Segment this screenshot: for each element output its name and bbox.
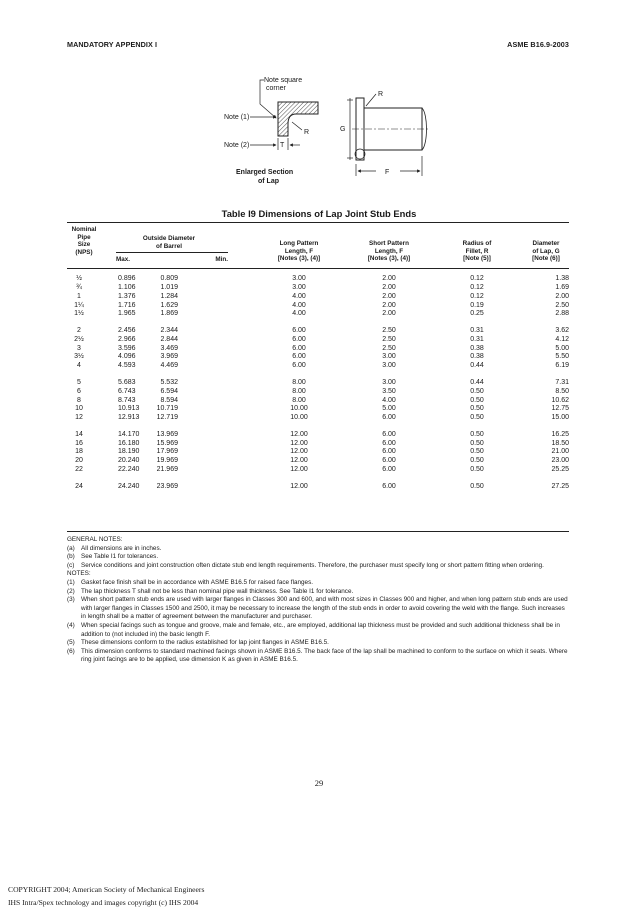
- cell-min: 23.969: [156, 482, 178, 490]
- header-nps: [64, 226, 104, 256]
- cell-nps: 10: [75, 405, 83, 413]
- cell-radius: 0.19: [470, 301, 484, 309]
- cell-long: 12.00: [290, 448, 308, 456]
- cell-diameter: 12.75: [551, 405, 569, 413]
- note-item: [67, 562, 569, 571]
- cell-max: 4.593: [118, 362, 136, 370]
- header-short-line2: Length, F: [374, 247, 404, 255]
- cell-nps: 1½: [74, 310, 84, 318]
- notes-section: [67, 536, 569, 665]
- cell-min: 3.469: [160, 344, 178, 352]
- cell-max: 2.456: [118, 326, 136, 334]
- cell-min: 8.594: [160, 396, 178, 404]
- header-diameter-line2: of Lap, G: [532, 247, 560, 255]
- cell-nps: 2: [77, 326, 81, 334]
- general-notes-heading: GENERAL NOTES:: [67, 536, 123, 543]
- cell-diameter: 4.12: [555, 335, 569, 343]
- cell-max: 3.596: [118, 344, 136, 352]
- cell-min: 1.869: [160, 310, 178, 318]
- note-text: The lap thickness T shall not be less than nominal pipe wall thickness. See Table I1 for tolerance.: [81, 587, 354, 595]
- cell-short: 2.00: [382, 275, 396, 282]
- table-row: [0, 466, 638, 475]
- cell-diameter: 3.62: [555, 326, 569, 334]
- cell-long: 12.00: [290, 466, 308, 474]
- figure-caption-2: of Lap: [258, 178, 279, 185]
- cell-short: 6.00: [382, 414, 396, 422]
- header-nps-line1: Nominal: [71, 226, 97, 233]
- cell-max: 1.965: [118, 310, 136, 318]
- cell-min: 10.719: [156, 405, 178, 413]
- header-min: Min.: [215, 256, 228, 263]
- cell-min: 15.969: [156, 439, 178, 447]
- cell-nps: 16: [75, 439, 83, 447]
- table-row: [0, 483, 638, 492]
- cell-nps: 6: [77, 387, 81, 395]
- cell-radius: 0.38: [470, 344, 484, 352]
- notes-list: [67, 579, 569, 665]
- radius-leader: [366, 94, 376, 106]
- table-row: [0, 353, 638, 362]
- table-row: [0, 397, 638, 406]
- note-item: [67, 588, 569, 597]
- note-number: (1): [67, 578, 75, 586]
- cell-diameter: 18.50: [551, 439, 569, 447]
- cell-short: 6.00: [382, 439, 396, 447]
- table-bottom-rule: [67, 531, 569, 532]
- cell-short: 2.50: [382, 326, 396, 334]
- cell-radius: 0.50: [470, 430, 484, 438]
- cell-long: 8.00: [292, 396, 306, 404]
- note-text: These dimensions conform to the radius established for lap joint flanges in ASME B16.5.: [81, 639, 329, 647]
- cell-short: 3.50: [382, 387, 396, 395]
- header-radius-line1: Radius of: [462, 240, 492, 247]
- cell-diameter: 25.25: [551, 466, 569, 474]
- table-row: [0, 379, 638, 388]
- copyright-line-2: IHS Intra/Spex technology and images copyright (c) IHS 2004: [8, 898, 199, 907]
- cell-max: 14.170: [118, 430, 140, 438]
- cell-max: 2.966: [118, 335, 136, 343]
- cell-long: 6.00: [292, 344, 306, 352]
- header-bottom-rule: [67, 268, 569, 269]
- note-text: Gasket face finish shall be in accordance with ASME B16.5 for raised face flanges.: [81, 578, 314, 586]
- cell-min: 1.629: [160, 301, 178, 309]
- cell-long: 4.00: [292, 301, 306, 309]
- cell-diameter: 27.25: [551, 482, 569, 490]
- cell-nps: 1: [77, 292, 81, 300]
- cell-short: 2.00: [382, 310, 396, 318]
- diameter-g-label: G: [340, 126, 346, 133]
- cell-nps: 24: [75, 482, 83, 490]
- cell-short: 6.00: [382, 448, 396, 456]
- cell-min: 17.969: [156, 448, 178, 456]
- cell-max: 24.240: [118, 482, 140, 490]
- cell-diameter: 2.88: [555, 310, 569, 318]
- note-text: When special facings such as tongue and groove, male and female, etc., are employed, additional lap thickness must be provided and such additional thickness shall be in addition to (not included in) the basic length F.: [81, 621, 560, 638]
- cell-long: 10.00: [290, 414, 308, 422]
- table-row: [0, 405, 638, 414]
- cell-diameter: 5.50: [555, 353, 569, 361]
- cell-min: 12.719: [156, 414, 178, 422]
- cell-short: 5.00: [382, 405, 396, 413]
- cell-radius: 0.50: [470, 439, 484, 447]
- cell-max: 20.240: [118, 457, 140, 465]
- table-row: [0, 414, 638, 423]
- cell-min: 3.969: [160, 353, 178, 361]
- cell-max: 16.180: [118, 439, 140, 447]
- cell-min: 0.809: [160, 275, 178, 282]
- cell-short: 3.00: [382, 362, 396, 370]
- cell-diameter: 15.00: [551, 414, 569, 422]
- figure-caption-1: Enlarged Section: [236, 169, 294, 176]
- table-row: [0, 275, 638, 284]
- cell-nps: 3: [77, 344, 81, 352]
- cell-diameter: 1.69: [555, 283, 569, 291]
- cell-radius: 0.50: [470, 387, 484, 395]
- cell-diameter: 21.00: [551, 448, 569, 456]
- cell-long: 6.00: [292, 335, 306, 343]
- cell-radius: 0.50: [470, 466, 484, 474]
- cell-max: 22.240: [118, 466, 140, 474]
- table-row: [0, 362, 638, 371]
- running-header-right: ASME B16.9-2003: [507, 40, 569, 49]
- header-radius: [447, 240, 507, 263]
- header-outside-diameter: [114, 235, 224, 250]
- cell-max: 1.106: [118, 283, 136, 291]
- header-diameter: [520, 240, 572, 263]
- notes-heading: NOTES:: [67, 570, 91, 578]
- cell-short: 4.00: [382, 396, 396, 404]
- note-text: Service conditions and joint construction often dictate stub end length requirements. Therefore, the purchaser must specify long or short pattern fitting when ordering.: [81, 561, 544, 569]
- cell-radius: 0.12: [470, 283, 484, 291]
- note-item: [67, 596, 569, 622]
- cell-nps: 1¼: [74, 301, 84, 309]
- cell-min: 4.469: [160, 362, 178, 370]
- cell-long: 12.00: [290, 439, 308, 447]
- header-long-line3: [Notes (3), (4)]: [277, 255, 321, 263]
- header-long-line2: Length, F: [284, 247, 314, 255]
- header-nps-line4: (NPS): [75, 248, 93, 256]
- cell-diameter: 23.00: [551, 457, 569, 465]
- lap-section-shape: [278, 102, 318, 136]
- note-item: [67, 545, 569, 554]
- thickness-t-label: T: [280, 142, 285, 149]
- cell-radius: 0.31: [470, 335, 484, 343]
- header-nps-line2: Pipe: [77, 233, 91, 241]
- cell-min: 1.284: [160, 292, 178, 300]
- note2-label: Note (2): [224, 142, 250, 149]
- cell-diameter: 10.62: [551, 396, 569, 404]
- table-row: [0, 327, 638, 336]
- cell-radius: 0.50: [470, 448, 484, 456]
- cell-max: 18.190: [118, 448, 140, 456]
- cell-nps: 20: [75, 457, 83, 465]
- cell-long: 4.00: [292, 310, 306, 318]
- note1-label: Note (1): [224, 114, 250, 121]
- note-square-label-1: Note square: [264, 77, 303, 84]
- cell-nps: 4: [77, 362, 81, 370]
- cell-radius: 0.50: [470, 457, 484, 465]
- cell-radius: 0.12: [470, 275, 484, 282]
- cell-max: 12.913: [118, 414, 140, 422]
- cell-long: 12.00: [290, 430, 308, 438]
- cell-short: 6.00: [382, 430, 396, 438]
- header-short-pattern: [354, 240, 424, 263]
- header-od-line1: Outside Diameter: [142, 235, 196, 242]
- table-row: [0, 284, 638, 293]
- cell-long: 6.00: [292, 326, 306, 334]
- length-f-label: F: [385, 169, 390, 176]
- cell-long: 6.00: [292, 353, 306, 361]
- note-item: [67, 579, 569, 588]
- cell-min: 2.344: [160, 326, 178, 334]
- note-item: [67, 648, 569, 665]
- table-top-rule: [67, 222, 569, 223]
- table-row: [0, 345, 638, 354]
- header-short-line1: Short Pattern: [369, 240, 409, 247]
- cell-long: 3.00: [292, 283, 306, 291]
- cell-nps: 18: [75, 448, 83, 456]
- fillet-r-label: R: [304, 129, 310, 136]
- note-number: (2): [67, 587, 75, 595]
- note-number: (6): [67, 647, 75, 655]
- cell-nps: 12: [75, 414, 83, 422]
- cell-long: 10.00: [290, 405, 308, 413]
- cell-short: 2.00: [382, 283, 396, 291]
- note-text: See Table I1 for tolerances.: [81, 553, 159, 561]
- cell-min: 5.532: [160, 378, 178, 386]
- copyright-line-1: COPYRIGHT 2004; American Society of Mechanical Engineers: [8, 885, 205, 894]
- fillet-r-leader: [292, 122, 302, 130]
- table-row: [0, 336, 638, 345]
- table-title: Table I9 Dimensions of Lap Joint Stub Ends: [221, 208, 417, 219]
- cell-radius: 0.31: [470, 326, 484, 334]
- general-notes-list: [67, 545, 569, 571]
- page-number: 29: [314, 778, 324, 788]
- cell-long: 4.00: [292, 292, 306, 300]
- cell-radius: 0.50: [470, 482, 484, 490]
- header-radius-line2: Fillet, R: [465, 247, 489, 255]
- note-text: When short pattern stub ends are used with larger flanges in Classes 300 and 600, and with most sizes in Classes 900 and higher, and when long pattern stub ends are used with larger flanges in Classes 1500 and 2500, it may be necessary to increase the length of the stub ends in order to avoid covering the weld with the flange. Such increases in length shall be a matter of agreement between the manufacturer and purchaser.: [81, 596, 568, 621]
- note-item: [67, 639, 569, 648]
- cell-long: 8.00: [292, 378, 306, 386]
- table-row: [0, 310, 638, 319]
- cell-nps: ½: [76, 275, 82, 282]
- table-row: [0, 302, 638, 311]
- cell-nps: 3½: [74, 353, 84, 361]
- note-text: All dimensions are in inches.: [81, 544, 162, 552]
- cell-long: 6.00: [292, 362, 306, 370]
- table-row: [0, 388, 638, 397]
- cell-short: 2.00: [382, 301, 396, 309]
- cell-radius: 0.50: [470, 414, 484, 422]
- cell-long: 3.00: [292, 275, 306, 282]
- table-row: [0, 293, 638, 302]
- note-number: (5): [67, 639, 75, 647]
- cell-nps: 2½: [74, 335, 84, 343]
- cell-max: 6.743: [118, 387, 136, 395]
- header-od-line2: of Barrel: [156, 242, 182, 250]
- lap-joint-stub-end-figure: [200, 74, 440, 192]
- note-number: (4): [67, 621, 75, 629]
- cell-max: 4.096: [118, 353, 136, 361]
- note-text: This dimension conforms to standard machined facings shown in ASME B16.5. The back face of the lap shall be machined to conform to the surface on which it seats. Where ring joint facings are to be applied, use dimension K as given in ASME B16.5.: [81, 647, 568, 664]
- cell-max: 1.376: [118, 292, 136, 300]
- cell-diameter: 8.50: [555, 387, 569, 395]
- cell-nps: 14: [75, 430, 83, 438]
- cell-radius: 0.12: [470, 292, 484, 300]
- cell-min: 1.019: [160, 283, 178, 291]
- cell-radius: 0.25: [470, 310, 484, 318]
- table-row: [0, 457, 638, 466]
- note-number: (c): [67, 561, 75, 569]
- cell-radius: 0.50: [470, 405, 484, 413]
- table-body: [0, 275, 638, 491]
- note-number: (a): [67, 544, 75, 552]
- cell-nps: 22: [75, 466, 83, 474]
- header-nps-line3: Size: [77, 241, 91, 249]
- cell-diameter: 2.50: [555, 301, 569, 309]
- cell-min: 13.969: [156, 430, 178, 438]
- table-row: [0, 440, 638, 449]
- table-row: [0, 431, 638, 440]
- cell-radius: 0.38: [470, 353, 484, 361]
- cell-nps: ¾: [76, 283, 82, 291]
- cell-nps: 8: [77, 396, 81, 404]
- cell-diameter: 1.38: [555, 275, 569, 282]
- cell-short: 3.00: [382, 353, 396, 361]
- cell-radius: 0.44: [470, 378, 484, 386]
- note-number: (3): [67, 596, 75, 604]
- note-square-label-2: corner: [266, 85, 286, 92]
- cell-diameter: 6.19: [555, 362, 569, 370]
- note-number: (b): [67, 553, 75, 561]
- cell-long: 12.00: [290, 457, 308, 465]
- cell-diameter: 2.00: [555, 292, 569, 300]
- cell-short: 2.50: [382, 335, 396, 343]
- cell-diameter: 7.31: [555, 378, 569, 386]
- cell-min: 19.969: [156, 457, 178, 465]
- header-long-pattern: [264, 240, 334, 263]
- cell-max: 8.743: [118, 396, 136, 404]
- cell-short: 6.00: [382, 482, 396, 490]
- header-max: Max.: [116, 256, 130, 263]
- running-header-left: MANDATORY APPENDIX I: [67, 40, 158, 49]
- cell-diameter: 5.00: [555, 344, 569, 352]
- header-diameter-line1: Diameter: [532, 240, 560, 247]
- cell-min: 2.844: [160, 335, 178, 343]
- header-long-line1: Long Pattern: [279, 240, 319, 247]
- cell-max: 10.913: [118, 405, 140, 413]
- note-item: [67, 553, 569, 562]
- cell-diameter: 16.25: [551, 430, 569, 438]
- cell-min: 21.969: [156, 466, 178, 474]
- radius-r-label: R: [378, 91, 384, 98]
- header-diameter-line3: [Note (6)]: [532, 255, 560, 263]
- cell-max: 1.716: [118, 301, 136, 309]
- note-item: [67, 622, 569, 639]
- cell-max: 5.683: [118, 378, 136, 386]
- cell-max: 0.896: [118, 275, 136, 282]
- cell-short: 2.00: [382, 292, 396, 300]
- cell-radius: 0.50: [470, 396, 484, 404]
- cell-short: 2.50: [382, 344, 396, 352]
- od-subheader-rule: [116, 252, 228, 253]
- cell-short: 6.00: [382, 466, 396, 474]
- header-radius-line3: [Note (5)]: [463, 255, 491, 263]
- cell-long: 12.00: [290, 482, 308, 490]
- table-row: [0, 448, 638, 457]
- cell-min: 6.594: [160, 387, 178, 395]
- cell-short: 3.00: [382, 378, 396, 386]
- cell-radius: 0.44: [470, 362, 484, 370]
- cell-long: 8.00: [292, 387, 306, 395]
- cell-short: 6.00: [382, 457, 396, 465]
- cell-nps: 5: [77, 378, 81, 386]
- header-short-line3: [Notes (3), (4)]: [367, 255, 411, 263]
